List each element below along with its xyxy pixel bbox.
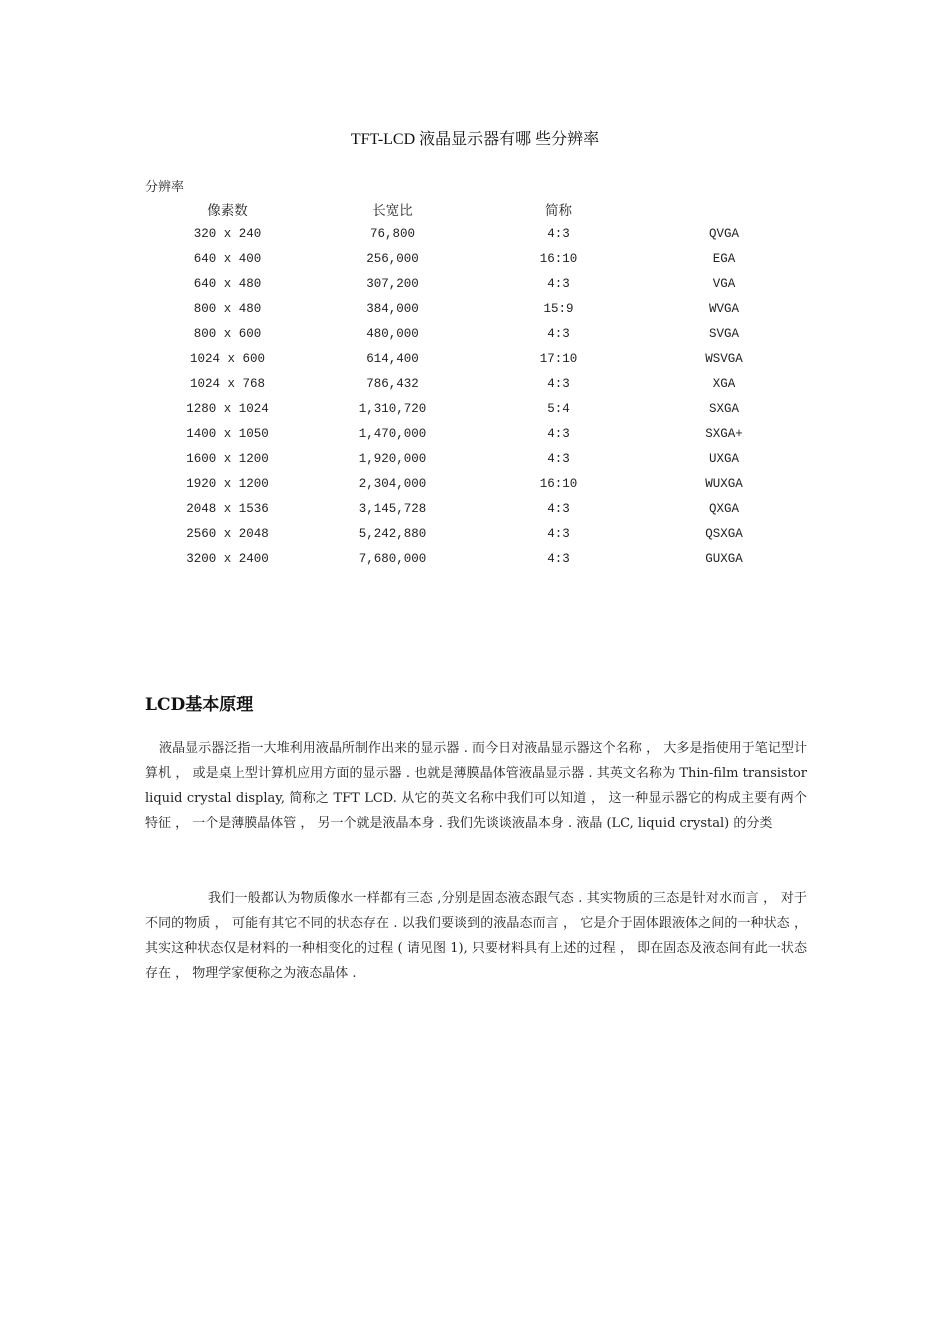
table-cell: 256,000 — [366, 251, 419, 266]
table-cell: WVGA — [708, 301, 739, 316]
table-label: 分辨率 — [145, 180, 185, 195]
table-cell: 3200 x 2400 — [186, 551, 269, 566]
table-cell: 307,200 — [366, 276, 419, 291]
table-cell: QSXGA — [705, 526, 743, 541]
table-cell: 786,432 — [366, 376, 419, 391]
table-cell: 4:3 — [547, 551, 570, 566]
table-cell: 2,304,000 — [358, 476, 427, 491]
table-row — [145, 471, 806, 496]
table-cell: 3,145,728 — [358, 501, 427, 516]
table-cell: UXGA — [708, 451, 739, 466]
table-cell: 4:3 — [547, 276, 570, 291]
table-cell: SXGA+ — [705, 426, 743, 441]
table-row — [145, 246, 806, 271]
table-cell: 7,680,000 — [358, 551, 427, 566]
header-pixels: 像素数 — [207, 202, 248, 219]
table-cell: 2048 x 1536 — [186, 501, 269, 516]
table-cell: 320 x 240 — [193, 226, 262, 241]
table-cell: 1400 x 1050 — [186, 426, 269, 441]
table-row — [145, 221, 806, 246]
table-cell: 800 x 480 — [193, 301, 262, 316]
table-row — [145, 296, 806, 321]
table-header-row — [145, 196, 806, 221]
table-cell: 76,800 — [369, 226, 415, 241]
table-cell: 16:10 — [539, 251, 578, 266]
table-row — [145, 321, 806, 346]
table-cell: 4:3 — [547, 326, 570, 341]
table-cell: 1,920,000 — [358, 451, 427, 466]
table-cell: VGA — [712, 276, 736, 291]
table-cell: 1920 x 1200 — [186, 476, 269, 491]
table-cell: 480,000 — [366, 326, 419, 341]
paragraph-2: 我们一般都认为物质像水一样都有三态 ,分别是固态液态跟气态 . 其实物质的三态是针对水而言 ， 对于不同的物质 ， 可能有其它不同的状态存在 . 以我们要谈到的液晶态而言 ， 它是介于固体跟液体之间的一种状态 ， 其实这种状态仅是材料的一种相变化的过程 ( 请见图 1), 只要材料具有上述的过程 ， 即在固态及液态间有此一状态存在 ， 物理学家便称之为液态晶体 . — [145, 891, 807, 981]
table-row — [145, 446, 806, 471]
table-cell: 1600 x 1200 — [186, 451, 269, 466]
header-empty — [642, 196, 806, 221]
table-cell: EGA — [712, 251, 736, 266]
table-cell: 1024 x 600 — [189, 351, 265, 366]
table-row — [145, 371, 806, 396]
table-cell: SXGA — [708, 401, 739, 416]
table-cell: QVGA — [708, 226, 739, 241]
table-row — [145, 496, 806, 521]
table-cell: WUXGA — [705, 476, 743, 491]
section-heading: LCD基本原理 — [145, 695, 254, 715]
table-row — [145, 396, 806, 421]
table-cell: 5,242,880 — [358, 526, 427, 541]
table-cell: 1024 x 768 — [189, 376, 265, 391]
table-row — [145, 546, 806, 571]
table-cell: 4:3 — [547, 426, 570, 441]
table-body — [145, 221, 806, 571]
table-cell: 1,470,000 — [358, 426, 427, 441]
table-cell: 16:10 — [539, 476, 578, 491]
table-cell: 4:3 — [547, 526, 570, 541]
header-aspect: 长宽比 — [372, 202, 413, 219]
table-cell: 5:4 — [547, 401, 570, 416]
table-cell: 640 x 480 — [193, 276, 262, 291]
table-cell: QXGA — [708, 501, 739, 516]
table-cell: 614,400 — [366, 351, 419, 366]
table-row — [145, 346, 806, 371]
paragraph-1: 液晶显示器泛指一大堆利用液晶所制作出来的显示器 . 而今日对液晶显示器这个名称 ， 大多是指使用于笔记型计算机 ， 或是桌上型计算机应用方面的显示器 . 也就是薄膜晶体管液晶显示器 . 其英文名称为 Thin-film transistor liquid crystal display, 简称之 TFT LCD. 从它的英文名称中我们可以知道 ， 这一种显示器它的构成主要有两个特征 ， 一个是薄膜晶体管 ， 另一个就是液晶本身 . 我们先谈谈液晶本身 . 液晶 (LC, liquid crystal) 的分类 — [145, 741, 807, 831]
table-cell: GUXGA — [705, 551, 743, 566]
table-cell: 1,310,720 — [358, 401, 427, 416]
table-cell: 2560 x 2048 — [186, 526, 269, 541]
header-abbrev: 简称 — [545, 202, 572, 219]
table-cell: 4:3 — [547, 501, 570, 516]
table-cell: 1280 x 1024 — [186, 401, 269, 416]
table-cell: 800 x 600 — [193, 326, 262, 341]
table-cell: 4:3 — [547, 376, 570, 391]
table-cell: 640 x 400 — [193, 251, 262, 266]
table-row — [145, 521, 806, 546]
document-title: TFT-LCD 液晶显示器有哪 些分辨率 — [350, 131, 600, 148]
table-row — [145, 421, 806, 446]
table-cell: 384,000 — [366, 301, 419, 316]
table-cell: 17:10 — [539, 351, 578, 366]
table-cell: WSVGA — [705, 351, 743, 366]
table-cell: 4:3 — [547, 226, 570, 241]
table-cell: XGA — [712, 376, 736, 391]
table-cell: SVGA — [708, 326, 739, 341]
table-row — [145, 271, 806, 296]
table-cell: 4:3 — [547, 451, 570, 466]
resolution-table — [145, 196, 806, 571]
table-cell: 15:9 — [543, 301, 574, 316]
